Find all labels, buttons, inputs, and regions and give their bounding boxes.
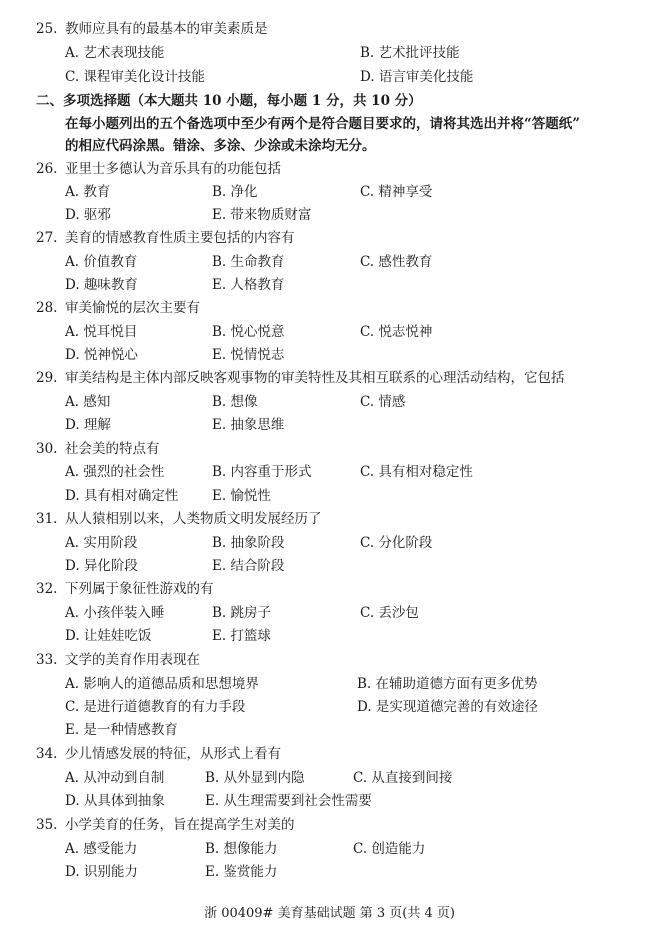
q30-option-e: E. 愉悦性	[212, 488, 271, 504]
q26-number: 26.	[36, 161, 58, 177]
q31-stem: 从人猿相别以来，人类物质文明发展经历了	[65, 511, 322, 527]
q28-option-e: E. 悦情悦志	[212, 347, 285, 363]
q26-option-d: D. 驱邪	[65, 207, 111, 223]
q25-option-c: C. 课程审美化设计技能	[65, 69, 205, 85]
q28-stem: 审美愉悦的层次主要有	[65, 300, 200, 316]
q27-option-d: D. 趣味教育	[65, 277, 138, 293]
q35-option-a: A. 感受能力	[65, 841, 138, 857]
q31-option-b: B. 抽象阶段	[212, 535, 285, 551]
q33-option-b: B. 在辅助道德方面有更多优势	[357, 676, 538, 692]
q31-option-e: E. 结合阶段	[212, 558, 285, 574]
q26-option-b: B. 净化	[212, 184, 258, 200]
q30-option-d: D. 具有相对确定性	[65, 488, 179, 504]
q25-option-b: B. 艺术批评技能	[360, 45, 460, 61]
q35-option-d: D. 识别能力	[65, 864, 138, 880]
q28-option-a: A. 悦耳悦目	[65, 324, 138, 340]
q34-stem: 少儿情感发展的特征，从形式上看有	[65, 746, 281, 762]
q26-option-c: C. 精神享受	[360, 184, 433, 200]
q35-number: 35.	[36, 817, 58, 833]
section-2-instruction-line-1: 在每小题列出的五个备选项中至少有两个是符合题目要求的，请将其选出并将“答题纸”	[65, 116, 581, 132]
q33-option-d: D. 是实现道德完善的有效途径	[357, 699, 538, 715]
q32-option-e: E. 打篮球	[212, 628, 271, 644]
page-footer: 浙 00409# 美育基础试题 第 3 页(共 4 页)	[204, 906, 455, 921]
q34-option-d: D. 从具体到抽象	[65, 793, 165, 809]
q32-number: 32.	[36, 581, 58, 597]
q30-option-c: C. 具有相对稳定性	[360, 464, 473, 480]
q28-number: 28.	[36, 300, 58, 316]
q29-number: 29.	[36, 370, 58, 386]
q25-option-a: A. 艺术表现技能	[65, 45, 165, 61]
q30-option-b: B. 内容重于形式	[212, 464, 312, 480]
q26-option-e: E. 带来物质财富	[212, 207, 312, 223]
q33-stem: 文学的美育作用表现在	[65, 652, 200, 668]
q29-option-a: A. 感知	[65, 394, 111, 410]
q27-option-c: C. 感性教育	[360, 254, 433, 270]
q33-number: 33.	[36, 652, 58, 668]
q25-option-d: D. 语言审美化技能	[360, 69, 474, 85]
q30-option-a: A. 强烈的社会性	[65, 464, 165, 480]
q35-option-c: C. 创造能力	[353, 841, 426, 857]
q35-stem: 小学美育的任务，旨在提高学生对美的	[65, 817, 295, 833]
q29-stem: 审美结构是主体内部反映客观事物的审美特性及其相互联系的心理活动结构，它包括	[65, 370, 565, 386]
q30-stem: 社会美的特点有	[65, 441, 160, 457]
section-2-heading: 二、多项选择题（本大题共 10 小题，每小题 1 分，共 10 分）	[36, 93, 422, 109]
q31-option-c: C. 分化阶段	[360, 535, 433, 551]
q35-option-e: E. 鉴赏能力	[205, 864, 278, 880]
q29-option-d: D. 理解	[65, 417, 111, 433]
q30-number: 30.	[36, 441, 58, 457]
q32-option-c: C. 丢沙包	[360, 605, 419, 621]
q31-number: 31.	[36, 511, 58, 527]
q33-option-a: A. 影响人的道德品质和思想境界	[65, 676, 259, 692]
q29-option-c: C. 情感	[360, 394, 406, 410]
section-2-instruction-line-2: 的相应代码涂黑。错涂、多涂、少涂或未涂均无分。	[65, 138, 376, 154]
q34-option-b: B. 从外显到内隐	[205, 770, 305, 786]
q31-option-a: A. 实用阶段	[65, 535, 138, 551]
q29-option-e: E. 抽象思维	[212, 417, 285, 433]
q29-option-b: B. 想像	[212, 394, 258, 410]
q33-option-e: E. 是一种情感教育	[65, 722, 178, 738]
q27-number: 27.	[36, 230, 58, 246]
q26-stem: 亚里士多德认为音乐具有的功能包括	[65, 161, 281, 177]
q28-option-b: B. 悦心悦意	[212, 324, 285, 340]
q32-option-a: A. 小孩伴装入睡	[65, 605, 165, 621]
q35-option-b: B. 想像能力	[205, 841, 278, 857]
q25-number: 25.	[36, 21, 58, 37]
q27-option-b: B. 生命教育	[212, 254, 285, 270]
q32-stem: 下列属于象征性游戏的有	[65, 581, 214, 597]
q34-option-e: E. 从生理需要到社会性需要	[205, 793, 372, 809]
q28-option-d: D. 悦神悦心	[65, 347, 138, 363]
q31-option-d: D. 异化阶段	[65, 558, 138, 574]
q34-option-c: C. 从直接到间接	[353, 770, 453, 786]
q27-option-a: A. 价值教育	[65, 254, 138, 270]
q34-option-a: A. 从冲动到自制	[65, 770, 165, 786]
q34-number: 34.	[36, 746, 58, 762]
q33-option-c: C. 是进行道德教育的有力手段	[65, 699, 246, 715]
q27-stem: 美育的情感教育性质主要包括的内容有	[65, 230, 295, 246]
q27-option-e: E. 人格教育	[212, 277, 285, 293]
q28-option-c: C. 悦志悦神	[360, 324, 433, 340]
q32-option-d: D. 让娃娃吃饭	[65, 628, 152, 644]
q32-option-b: B. 跳房子	[212, 605, 272, 621]
q26-option-a: A. 教育	[65, 184, 111, 200]
q25-stem: 教师应具有的最基本的审美素质是	[65, 21, 268, 37]
